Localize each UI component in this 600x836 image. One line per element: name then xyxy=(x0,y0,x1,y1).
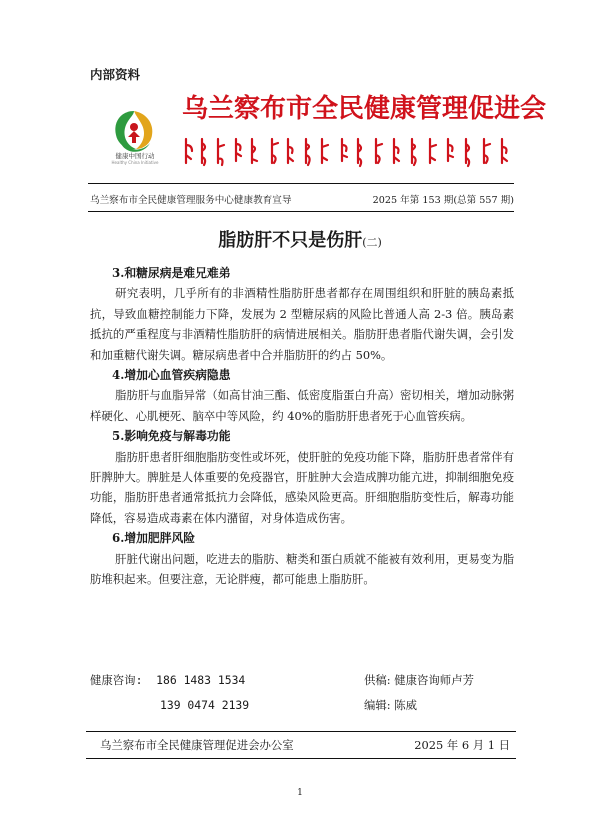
title-part: (二) xyxy=(362,236,382,249)
section-heading: 4.增加心血管疾病隐患 xyxy=(112,368,231,383)
section-paragraph: 研究表明，几乎所有的非酒精性脂肪肝患者都存在周围组织和肝脏的胰岛素抵抗，导致血糖控制能力下降，发展为 2 型糖尿病的风险比普通人高 2-3 倍。胰岛素抵抗的严重程度与非酒精性脂肪肝的病情进展相关。脂肪肝患者脂代谢失调，会引发和加重糖代谢失调。糖尿病患者中合并脂肪肝的约占 50%。 xyxy=(90,286,514,362)
mongolian-script-title xyxy=(182,135,512,169)
title-text: 脂肪肝不只是伤肝 xyxy=(218,230,363,251)
section-heading: 5.影响免疫与解毒功能 xyxy=(112,429,231,444)
document-title xyxy=(0,226,600,252)
section-paragraph: 脂肪肝与血脂异常（如高甘油三酯、低密度脂蛋白升高）密切相关，增加动脉粥样硬化、心肌梗死、脑卒中等风险，约 40%的脂肪肝患者死于心血管疾病。 xyxy=(90,388,514,423)
footer-rule-top xyxy=(86,731,516,732)
page-number: 1 xyxy=(297,788,303,798)
publisher-line: 乌兰察布市全民健康管理服务中心健康教育宣导 xyxy=(90,195,292,206)
header-rule-top xyxy=(88,183,514,184)
article-body xyxy=(90,263,514,590)
footer-bar xyxy=(100,737,510,753)
consult-label: 健康咨询: xyxy=(90,673,143,687)
phone-2-line xyxy=(90,695,249,720)
contact-block xyxy=(90,670,514,720)
contributor: 供稿: 健康咨询师卢芳 xyxy=(364,673,474,687)
section-paragraph: 脂肪肝患者肝细胞脂肪变性或坏死，使肝脏的免疫功能下降，脂肪肝患者常伴有肝脾肿大。脾脏是人体重要的免疫器官，肝脏肿大会造成脾功能亢进，抑制细胞免疫功能，脂肪肝患者通常抵抗力会降低，感染风险更高。肝细胞脂肪变性后，解毒功能降低，容易造成毒素在体内潴留，对身体造成伤害。 xyxy=(90,449,514,525)
footer-rule-bottom xyxy=(86,758,516,759)
logo-subcaption: Healthy China Initiative xyxy=(111,160,159,165)
phone-1: 186 1483 1534 xyxy=(156,673,246,687)
section-heading: 3.和糖尿病是难兄难弟 xyxy=(112,266,231,280)
consult-line xyxy=(90,670,245,695)
logo-caption: 健康中国行动 xyxy=(115,152,155,160)
editor: 编辑: 陈威 xyxy=(364,698,418,712)
internal-document-label: 内部资料 xyxy=(90,67,141,82)
issue-date: 2025 年 6 月 1 日 xyxy=(414,738,510,752)
section-paragraph: 肝脏代谢出问题，吃进去的脂肪、糖类和蛋白质就不能被有效利用，更易变为脂肪堆积起来。但要注意，无论胖瘦，都可能患上脂肪肝。 xyxy=(90,551,514,587)
phone-2: 139 0474 2139 xyxy=(160,698,250,712)
section-heading: 6.增加肥胖风险 xyxy=(112,531,196,546)
header-rule-bottom xyxy=(88,211,514,212)
office-name: 乌兰察布市全民健康管理促进会办公室 xyxy=(100,738,294,752)
organization-title: 乌兰察布市全民健康管理促进会 xyxy=(182,94,547,124)
issue-info-bar xyxy=(90,192,514,206)
issue-number: 2025 年第 153 期(总第 557 期) xyxy=(372,195,514,206)
